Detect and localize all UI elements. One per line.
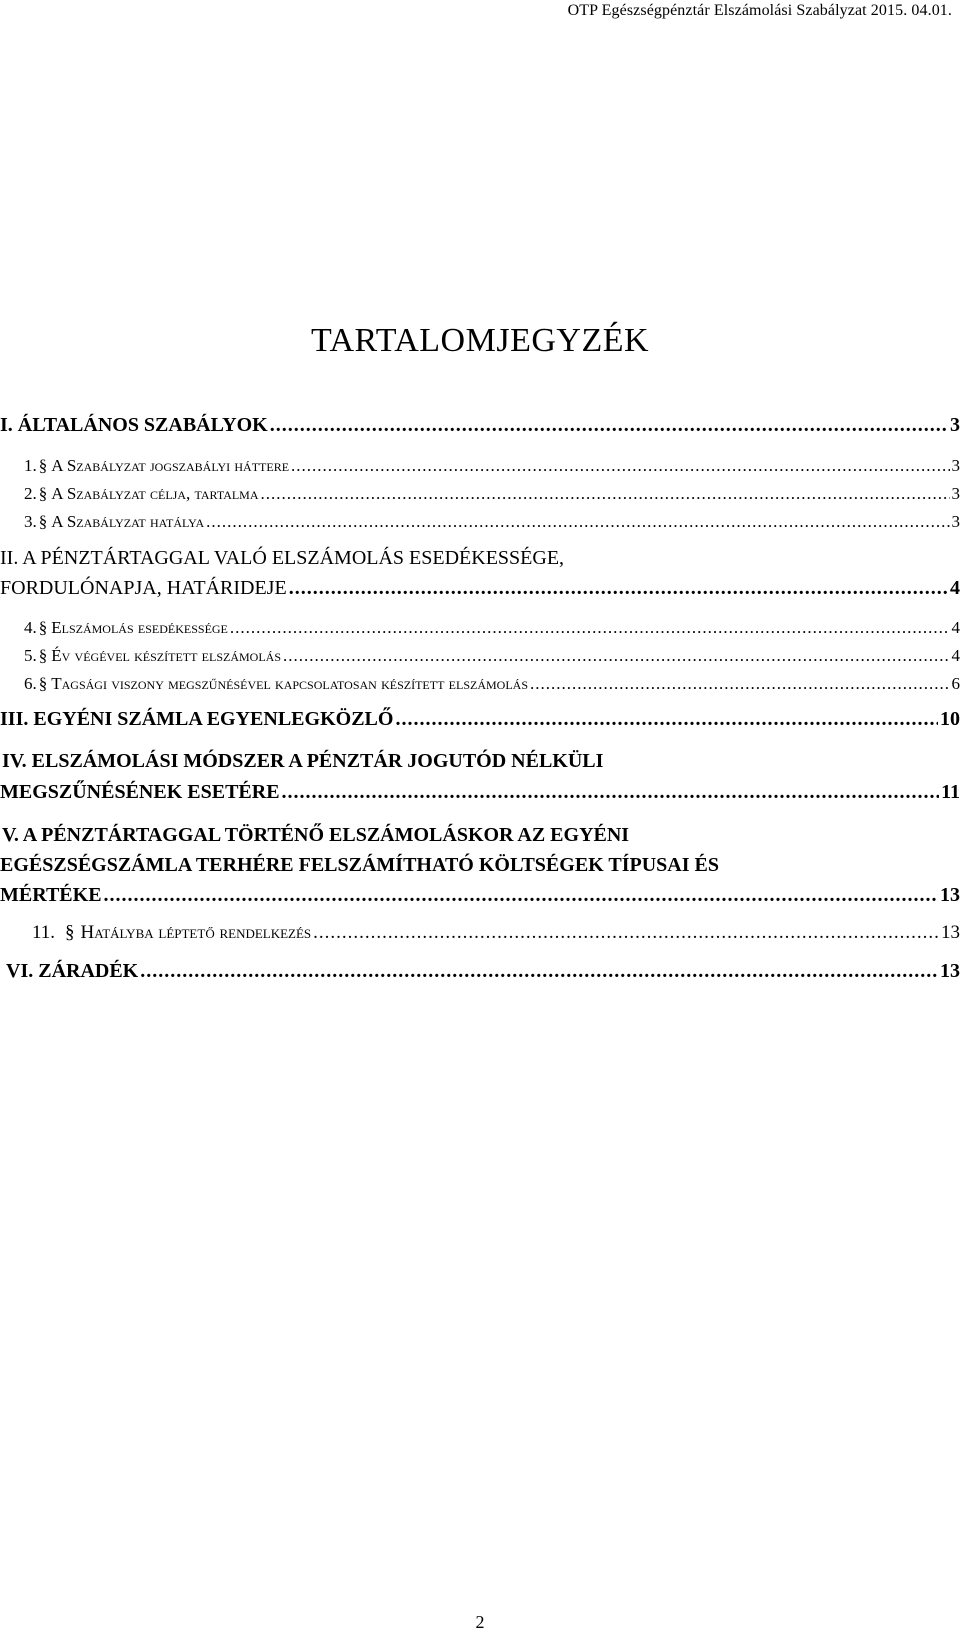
toc-entry-section-2[interactable] xyxy=(24,484,960,504)
page-number: 2 xyxy=(475,1612,485,1632)
section-sign: § xyxy=(38,512,48,531)
toc-entry-chapter-3[interactable] xyxy=(0,708,960,731)
toc-leader xyxy=(270,414,948,437)
toc-entry-label: VI. ZÁRADÉK xyxy=(6,960,139,982)
toc-page-number: 3 xyxy=(951,484,960,503)
toc-leader xyxy=(140,960,938,983)
section-sign: § xyxy=(38,456,48,475)
toc-entry-label: A Szabályzat hatálya xyxy=(51,512,205,531)
section-sign: § xyxy=(65,922,75,943)
toc-leader xyxy=(283,646,949,666)
section-number: 3. xyxy=(24,512,37,531)
section-number: 5. xyxy=(24,646,37,665)
toc-leader xyxy=(282,781,940,804)
running-header: OTP Egészségpénztár Elszámolási Szabályzat 2015. 04.01. xyxy=(567,2,952,19)
toc-page-number: 11 xyxy=(941,781,960,803)
toc-page-number: 4 xyxy=(951,646,960,665)
toc-page-number: 3 xyxy=(951,512,960,531)
section-number: 6. xyxy=(24,674,37,693)
section-number: 1. xyxy=(24,456,37,475)
toc-entry-label: MÉRTÉKE xyxy=(0,884,102,906)
toc-page-number: 3 xyxy=(951,456,960,475)
toc-leader xyxy=(230,618,950,638)
section-sign: § xyxy=(38,618,48,637)
toc-entry-label: A Szabályzat célja, tartalma xyxy=(51,484,259,503)
toc-entry-label: Tagsági viszony megszűnésével kapcsolatosan készített elszámolás xyxy=(51,674,528,693)
toc-entry-label: Év végével készített elszámolás xyxy=(51,646,282,665)
toc-entry-section-5[interactable] xyxy=(24,646,960,666)
toc-entry-chapter-5-line-2[interactable]: EGÉSZSÉGSZÁMLA TERHÉRE FELSZÁMÍTHATÓ KÖLTSÉGEK TÍPUSAI ÉS xyxy=(0,854,719,876)
toc-leader xyxy=(206,512,949,532)
toc-page-number: 13 xyxy=(940,960,960,982)
toc-page-number: 4 xyxy=(950,577,960,599)
toc-entry-section-11[interactable] xyxy=(32,922,960,944)
toc-entry-chapter-2-line-1[interactable]: II. A PÉNZTÁRTAGGAL VALÓ ELSZÁMOLÁS ESEDÉKESSÉGE, xyxy=(0,547,565,569)
toc-leader xyxy=(261,484,950,504)
toc-page-number: 3 xyxy=(950,414,960,436)
section-number: 2. xyxy=(24,484,37,503)
toc-entry-label: MEGSZŰNÉSÉNEK ESETÉRE xyxy=(0,781,280,803)
toc-entry-chapter-5-line-1[interactable]: V. A PÉNZTÁRTAGGAL TÖRTÉNŐ ELSZÁMOLÁSKOR AZ EGYÉNI xyxy=(2,824,630,846)
section-sign: § xyxy=(38,674,48,693)
toc-entry-section-1[interactable] xyxy=(24,456,960,476)
toc-entry-label: Elszámolás esedékessége xyxy=(51,618,228,637)
toc-entry-chapter-6[interactable] xyxy=(6,960,960,983)
toc-entry-section-4[interactable] xyxy=(24,618,960,638)
toc-leader xyxy=(395,708,938,731)
toc-entry-section-6[interactable] xyxy=(24,674,960,694)
toc-leader xyxy=(530,674,950,694)
toc-entry-chapter-4-line-1[interactable]: IV. ELSZÁMOLÁSI MÓDSZER A PÉNZTÁR JOGUTÓD NÉLKÜLI xyxy=(2,750,604,772)
toc-entry-label: FORDULÓNAPJA, HATÁRIDEJE xyxy=(0,577,287,599)
toc-page-number: 6 xyxy=(951,674,960,693)
toc-leader xyxy=(289,577,948,600)
toc-page-number: 13 xyxy=(940,884,960,906)
toc-entry-label: Hatályba léptető rendelkezés xyxy=(80,922,312,943)
section-sign: § xyxy=(38,484,48,503)
toc-entry-section-3[interactable] xyxy=(24,512,960,532)
toc-page-number: 13 xyxy=(941,922,960,943)
section-number: 4. xyxy=(24,618,37,637)
toc-page-number: 4 xyxy=(951,618,960,637)
toc-entry-label: A Szabályzat jogszabályi háttere xyxy=(51,456,290,475)
toc-leader xyxy=(313,922,939,944)
page-title: TARTALOMJEGYZÉK xyxy=(310,322,650,359)
toc-entry-chapter-5[interactable] xyxy=(0,884,960,907)
toc-entry-chapter-2[interactable] xyxy=(0,577,960,600)
toc-leader xyxy=(104,884,938,907)
toc-entry-chapter-4[interactable] xyxy=(0,781,960,804)
toc-entry-label: I. ÁLTALÁNOS SZABÁLYOK xyxy=(0,414,268,436)
toc-page-number: 10 xyxy=(940,708,960,730)
toc-entry-label: III. EGYÉNI SZÁMLA EGYENLEGKÖZLŐ xyxy=(0,708,394,730)
section-sign: § xyxy=(38,646,48,665)
section-number: 11. xyxy=(32,922,56,943)
toc-leader xyxy=(291,456,949,476)
toc-entry-chapter-1[interactable] xyxy=(0,414,960,437)
